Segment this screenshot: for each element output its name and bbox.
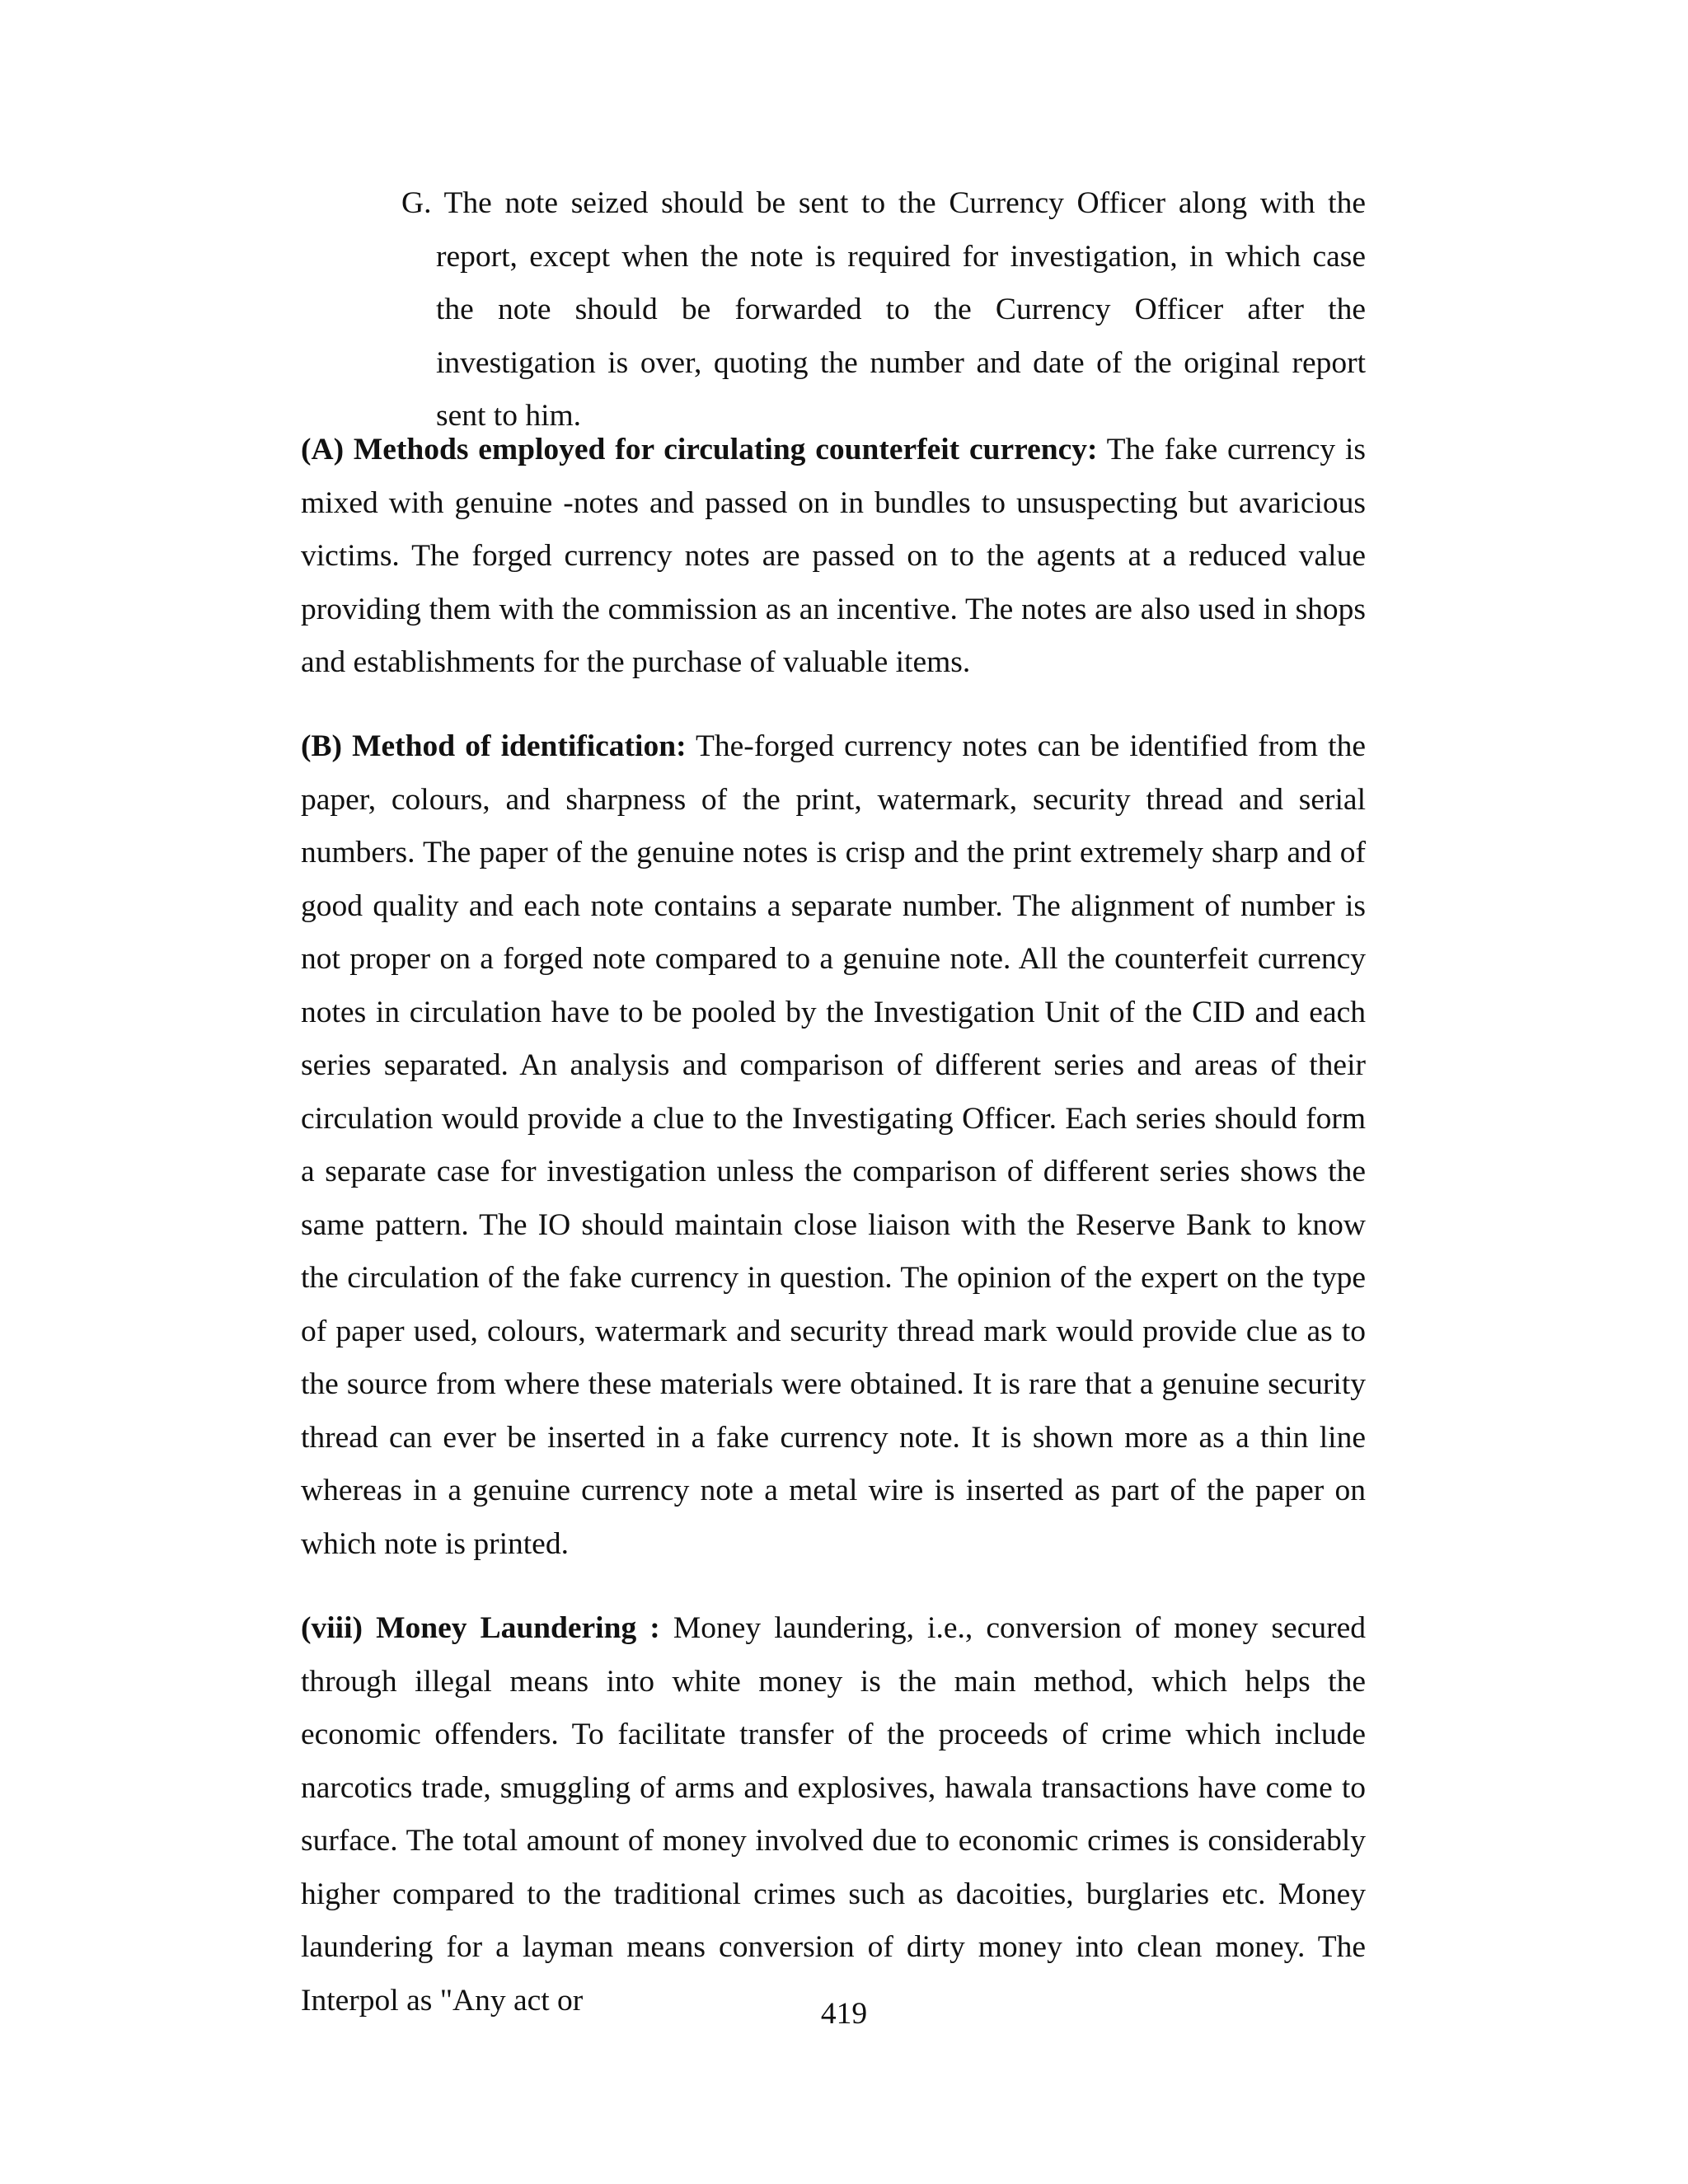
section-a-body: The fake currency is mixed with genuine -notes and passed on in bundles to unsuspecting but avaricious victims. The forged currency notes are passed on to the agents at a reduced value providing them with the commission as an incentive. The notes are also used in shops and establishments for the purchase of valuable items.: [301, 433, 1366, 679]
page-number: 419: [820, 1997, 868, 2031]
section-b-body: The-forged currency notes can be identified from the paper, colours, and sharpness of the print, watermark, security thread and serial numbers. The paper of the genuine notes is crisp and the print extremely sharp and of good quality and each note contains a separate number. The alignment of number is not proper on a forged note compared to a genuine note. All the counterfeit currency notes in circulation have to be pooled by the Investigation Unit of the CID and each series separated. An analysis and comparison of different series and areas of their circulation would provide a clue to the Investigating Officer. Each series should form a separate case for investigation unless the comparison of different series shows the same pattern. The IO should maintain close liaison with the Reserve Bank to know the circulation of the fake currency in question. The opinion of the expert on the type of paper used, colours, watermark and security thread mark would provide clue as to the source from where these materials were obtained. It is rare that a genuine security thread can ever be inserted in a fake currency note. It is shown more as a thin line whereas in a genuine currency note a metal wire is inserted as part of the paper on which note is printed.: [301, 729, 1366, 1561]
section-viii-paragraph: [301, 1602, 1366, 2027]
section-a-heading: (A) Methods employed for circulating counterfeit currency:: [301, 433, 1098, 466]
section-viii-body: Money laundering, i.e., conversion of money secured through illegal means into white money is the main method, which helps the economic offenders. To facilitate transfer of the proceeds of crime which include narcotics trade, smuggling of arms and explosives, hawala transactions have come to surface. The total amount of money involved due to economic crimes is considerably higher compared to the traditional crimes such as dacoities, burglaries etc. Money laundering for a layman means conversion of dirty money into clean money. The Interpol as "Any act or: [301, 1611, 1366, 2018]
section-b-paragraph: [301, 720, 1366, 1571]
section-b-heading: (B) Method of identification:: [301, 729, 687, 763]
list-item-g: [401, 177, 1366, 443]
section-a-paragraph: [301, 424, 1366, 690]
section-viii-heading: (viii) Money Laundering :: [301, 1611, 660, 1645]
list-item-g-text: G. The note seized should be sent to the Currency Officer along with the report, except when the note is required for investigation, in which case the note should be forwarded to the Currency Officer after the investigation is over, quoting the number and date of the original report sent to him.: [401, 186, 1366, 433]
